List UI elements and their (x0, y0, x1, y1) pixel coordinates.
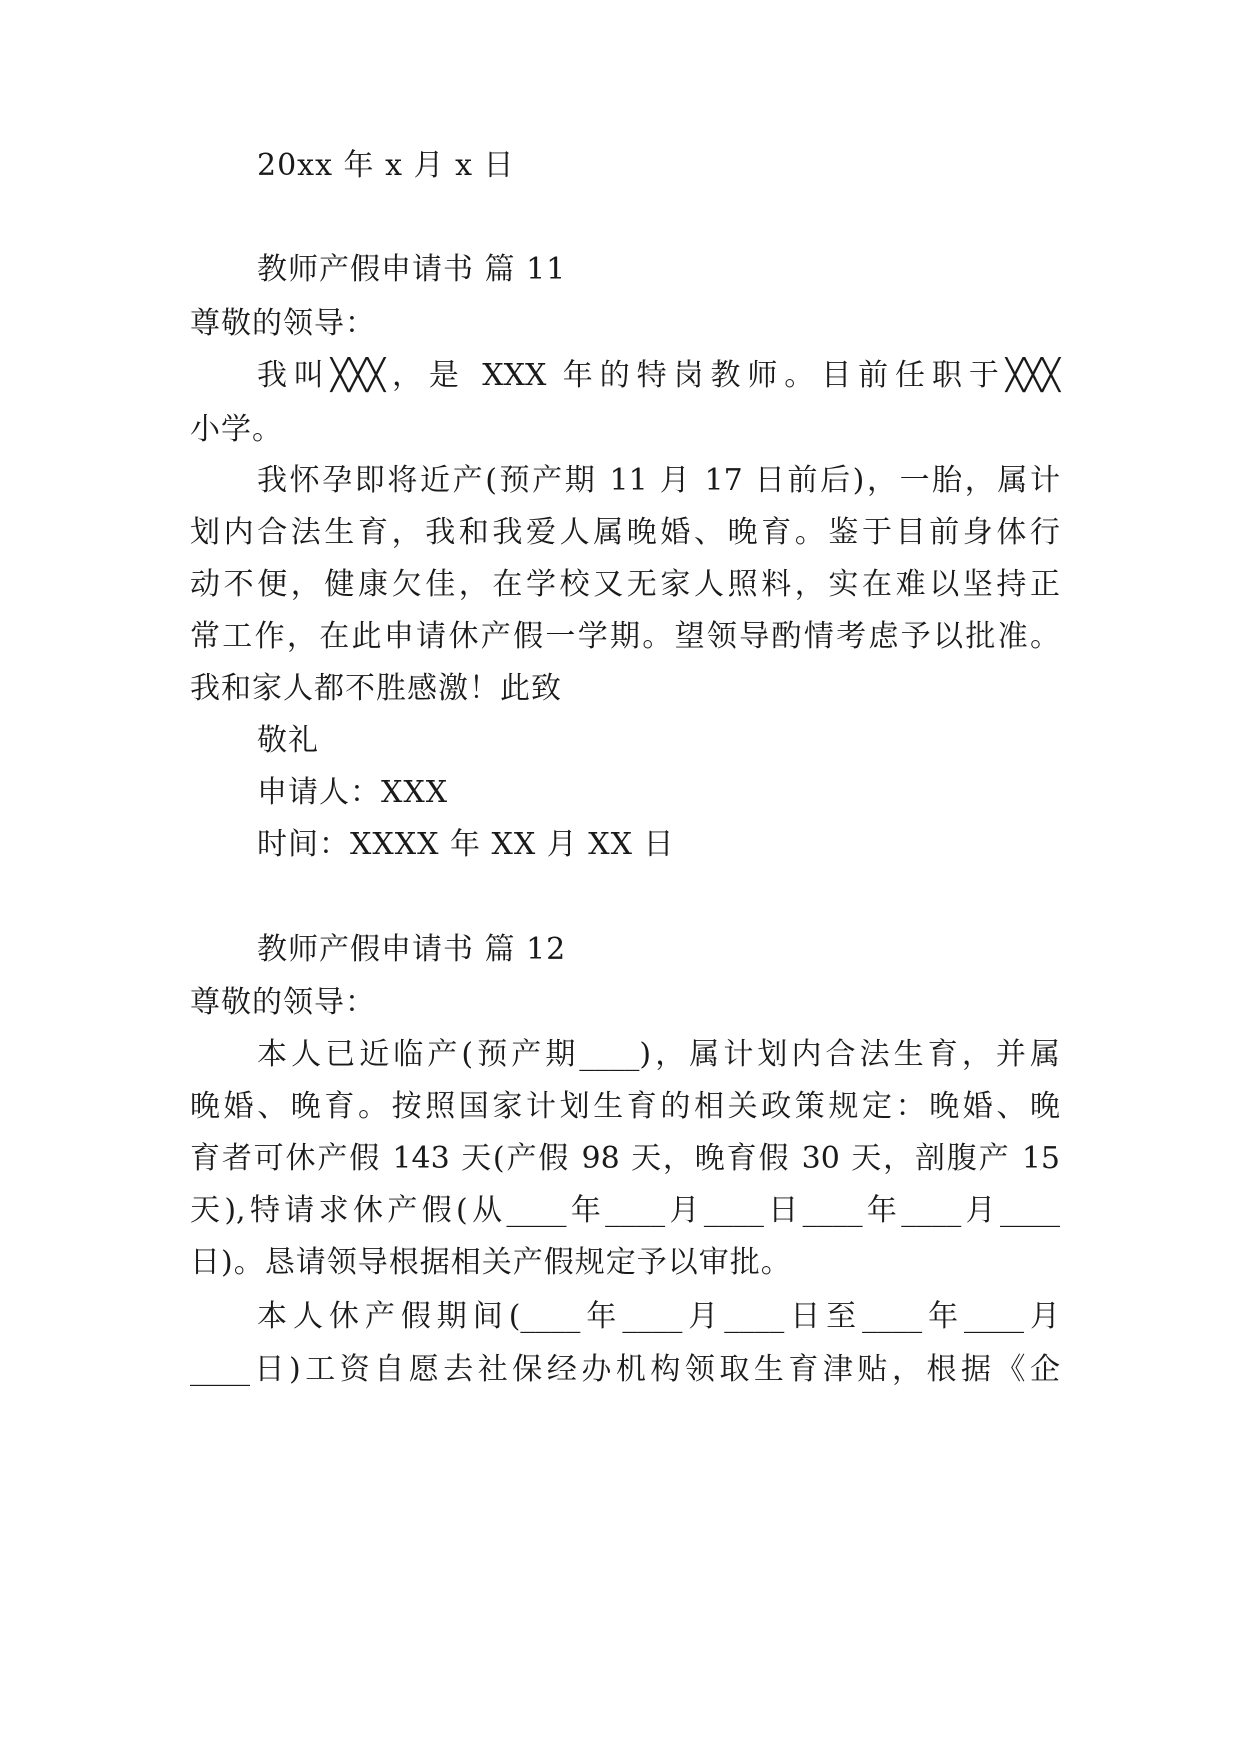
paragraph-line: 小学。 (190, 412, 283, 447)
paragraph-line: 我和家人都不胜感激！此致 (190, 671, 562, 706)
section-heading: 教师产假申请书 篇 12 (257, 932, 567, 967)
paragraph-line: 我叫╳╳╳，是 XXX 年的特岗教师。目前任职于╳╳╳ (257, 358, 1060, 393)
paragraph-line: 我怀孕即将近产(预产期 11 月 17 日前后)，一胎，属计 (257, 463, 1060, 498)
time-line: 时间：XXXX 年 XX 月 XX 日 (257, 827, 675, 862)
paragraph-line: 划内合法生育，我和我爱人属晚婚、晚育。鉴于目前身体行 (190, 515, 1060, 550)
paragraph-line: 育者可休产假 143 天(产假 98 天，晚育假 30 天，剖腹产 15 (190, 1141, 1060, 1176)
section-heading: 教师产假申请书 篇 11 (257, 252, 567, 287)
paragraph-line: 本人休产假期间(____年____月____日至____年____月 (257, 1299, 1060, 1334)
paragraph-line: 动不便，健康欠佳，在学校又无家人照料，实在难以坚持正 (190, 567, 1060, 602)
paragraph-line: 本人已近临产(预产期____)，属计划内合法生育，并属 (257, 1037, 1060, 1072)
closing-line: 敬礼 (257, 723, 319, 758)
salutation: 尊敬的领导： (190, 985, 376, 1020)
paragraph-line: 日)。恳请领导根据相关产假规定予以审批。 (190, 1245, 792, 1280)
paragraph-line: 天),特请求休产假(从____年____月____日____年____月____ (190, 1193, 1060, 1228)
paragraph-line: 晚婚、晚育。按照国家计划生育的相关政策规定：晚婚、晚 (190, 1089, 1060, 1124)
salutation: 尊敬的领导： (190, 306, 376, 341)
applicant-line: 申请人：XXX (257, 775, 449, 810)
date-line: 20xx 年 x 月 x 日 (257, 148, 515, 183)
paragraph-line: 常工作，在此申请休产假一学期。望领导酌情考虑予以批准。 (190, 619, 1060, 654)
paragraph-line: ____日)工资自愿去社保经办机构领取生育津贴，根据《企 (190, 1352, 1060, 1387)
